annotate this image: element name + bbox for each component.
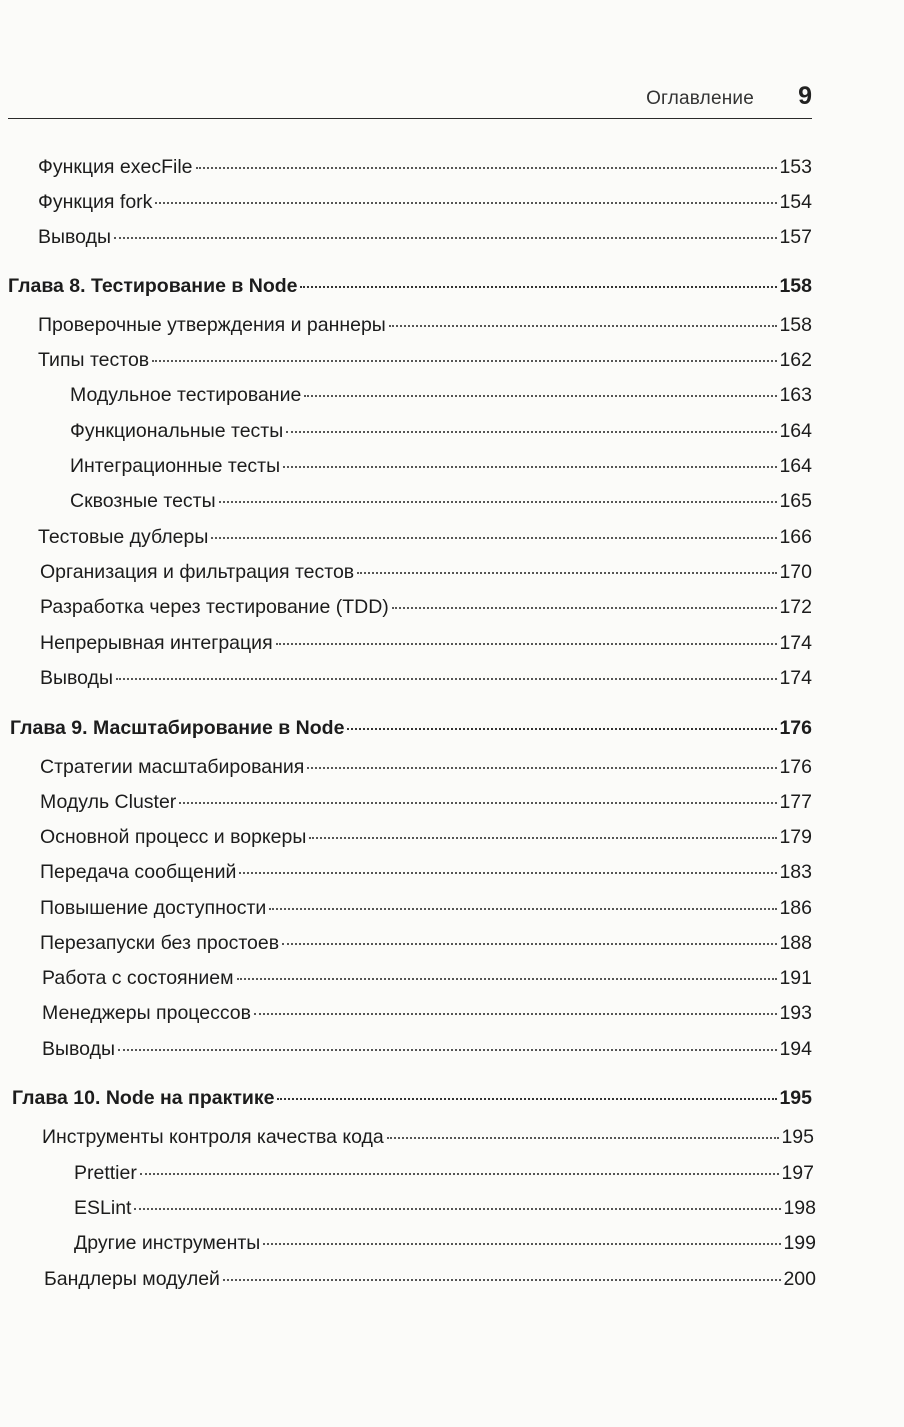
toc-entry	[40, 897, 812, 927]
toc-entry-page: 188	[779, 932, 812, 954]
dot-leader	[276, 642, 778, 645]
toc-entry	[40, 632, 812, 662]
toc-entry	[40, 667, 812, 697]
toc-entry-title: Тестовые дублеры	[38, 526, 209, 548]
toc-entry-page: 176	[779, 756, 812, 778]
toc-entry	[70, 455, 812, 485]
toc-entry-title: Работа с состоянием	[42, 967, 234, 989]
toc-entry-page: 166	[779, 526, 812, 548]
toc-entry	[42, 967, 812, 997]
toc-entry	[38, 226, 812, 256]
dot-leader	[155, 201, 777, 204]
dot-leader	[389, 324, 778, 327]
toc-entry-page: 172	[779, 596, 812, 618]
dot-leader	[114, 236, 777, 239]
toc-entry-page: 154	[779, 191, 812, 213]
toc-entry	[38, 314, 812, 344]
toc-entry-page: 158	[779, 275, 812, 297]
toc-entry-title: Другие инструменты	[74, 1232, 261, 1254]
dot-leader	[179, 801, 777, 804]
toc-entry	[42, 1002, 812, 1032]
toc-entry-title: Функция fork	[38, 191, 153, 213]
toc-entry-title: Бандлеры модулей	[44, 1268, 220, 1290]
dot-leader	[286, 430, 777, 433]
toc-entry-page: 183	[779, 861, 812, 883]
toc-entry	[38, 526, 812, 556]
dot-leader	[152, 359, 777, 362]
dot-leader	[392, 606, 778, 609]
dot-leader	[357, 571, 777, 574]
toc-entry-page: 158	[779, 314, 812, 336]
dot-leader	[283, 465, 777, 468]
dot-leader	[196, 166, 778, 169]
toc-entry-title: Повышение доступности	[40, 897, 267, 919]
toc-entry-title: Функциональные тесты	[70, 420, 284, 442]
dot-leader	[134, 1207, 781, 1210]
dot-leader	[277, 1097, 777, 1100]
toc-entry-title: Функция execFile	[38, 156, 193, 178]
toc-entry-page: 176	[779, 717, 812, 739]
page-number: 9	[798, 82, 812, 110]
toc-entry-title: Основной процесс и воркеры	[40, 826, 307, 848]
toc-entry	[44, 1268, 816, 1298]
toc-entry-page: 164	[779, 420, 812, 442]
toc-entry	[42, 1038, 812, 1068]
toc-entry-page: 195	[779, 1087, 812, 1109]
toc-entry	[74, 1162, 814, 1192]
toc-entry	[38, 191, 812, 221]
dot-leader	[237, 977, 778, 980]
toc-entry-title: Глава 10. Node на практике	[12, 1087, 275, 1109]
toc-entry-title: Выводы	[42, 1038, 115, 1060]
running-header	[8, 78, 812, 119]
toc-entry-page: 153	[779, 156, 812, 178]
dot-leader	[263, 1242, 781, 1245]
dot-leader	[116, 677, 777, 680]
toc-entry	[40, 756, 812, 786]
toc-entry-page: 177	[779, 791, 812, 813]
toc-entry	[42, 1126, 814, 1156]
toc-entry-title: Передача сообщений	[40, 861, 237, 883]
dot-leader	[219, 500, 778, 503]
toc-entry	[70, 420, 812, 450]
dot-leader	[307, 766, 777, 769]
toc-entry-title: Выводы	[38, 226, 111, 248]
toc-entry-page: 193	[779, 1002, 812, 1024]
dot-leader	[304, 394, 777, 397]
section-title: Оглавление	[646, 88, 754, 109]
toc-entry-title: Выводы	[40, 667, 113, 689]
toc-entry-page: 165	[779, 490, 812, 512]
dot-leader	[254, 1012, 777, 1015]
toc-entry-page: 162	[779, 349, 812, 371]
toc-entry-title: Prettier	[74, 1162, 137, 1184]
dot-leader	[282, 942, 777, 945]
toc-entry-title: Перезапуски без простоев	[40, 932, 280, 954]
dot-leader	[347, 727, 777, 730]
toc-entry-page: 174	[779, 667, 812, 689]
toc-entry-page: 197	[781, 1162, 814, 1184]
toc-entry-page: 191	[779, 967, 812, 989]
toc-entry	[74, 1197, 816, 1227]
toc-entry	[40, 596, 812, 626]
toc-entry-title: Модуль Cluster	[40, 791, 177, 813]
toc-entry-title: Интеграционные тесты	[70, 455, 281, 477]
dot-leader	[387, 1136, 780, 1139]
toc-entry	[40, 791, 812, 821]
toc-entry-page: 195	[781, 1126, 814, 1148]
toc-entry-title: Глава 8. Тестирование в Node	[8, 275, 298, 297]
toc-entry	[40, 561, 812, 591]
toc-entry	[70, 490, 812, 520]
dot-leader	[300, 285, 777, 288]
dot-leader	[140, 1172, 780, 1175]
toc-entry-page: 194	[779, 1038, 812, 1060]
toc-entry-title: Непрерывная интеграция	[40, 632, 273, 654]
toc-entry-page: 174	[779, 632, 812, 654]
dot-leader	[239, 871, 777, 874]
dot-leader	[309, 836, 777, 839]
toc-entry-title: Разработка через тестирование (TDD)	[40, 596, 389, 618]
toc-entry-page: 157	[779, 226, 812, 248]
toc-entry-title: Инструменты контроля качества кода	[42, 1126, 384, 1148]
toc-entry	[38, 349, 812, 379]
toc-entry-title: Проверочные утверждения и раннеры	[38, 314, 386, 336]
toc-entry	[74, 1232, 816, 1262]
dot-leader	[223, 1278, 782, 1281]
toc-entry-page: 199	[783, 1232, 816, 1254]
toc-entry-page: 198	[783, 1197, 816, 1219]
toc-entry-title: Сквозные тесты	[70, 490, 216, 512]
toc-entry-title: Типы тестов	[38, 349, 150, 371]
toc-entry	[70, 384, 812, 414]
toc-entry-title: Менеджеры процессов	[42, 1002, 252, 1024]
toc-chapter-entry	[12, 1087, 812, 1117]
toc-entry-title: Модульное тестирование	[70, 384, 302, 406]
toc-entry-page: 186	[779, 897, 812, 919]
toc-entry	[38, 156, 812, 186]
toc-entry	[40, 861, 812, 891]
toc-entry	[40, 932, 812, 962]
toc-chapter-entry	[10, 717, 812, 747]
toc-entry-page: 164	[779, 455, 812, 477]
toc-entry-page: 179	[779, 826, 812, 848]
dot-leader	[118, 1048, 777, 1051]
toc-entry-page: 163	[779, 384, 812, 406]
toc-chapter-entry	[8, 275, 812, 305]
toc-entry-title: Стратегии масштабирования	[40, 756, 305, 778]
toc-entry-title: Глава 9. Масштабирование в Node	[10, 717, 345, 739]
toc-entry	[40, 826, 812, 856]
toc-entry-title: ESLint	[74, 1197, 132, 1219]
toc-entry-page: 170	[779, 561, 812, 583]
dot-leader	[211, 536, 777, 539]
dot-leader	[269, 907, 777, 910]
toc-entry-page: 200	[783, 1268, 816, 1290]
toc-entry-title: Организация и фильтрация тестов	[40, 561, 355, 583]
